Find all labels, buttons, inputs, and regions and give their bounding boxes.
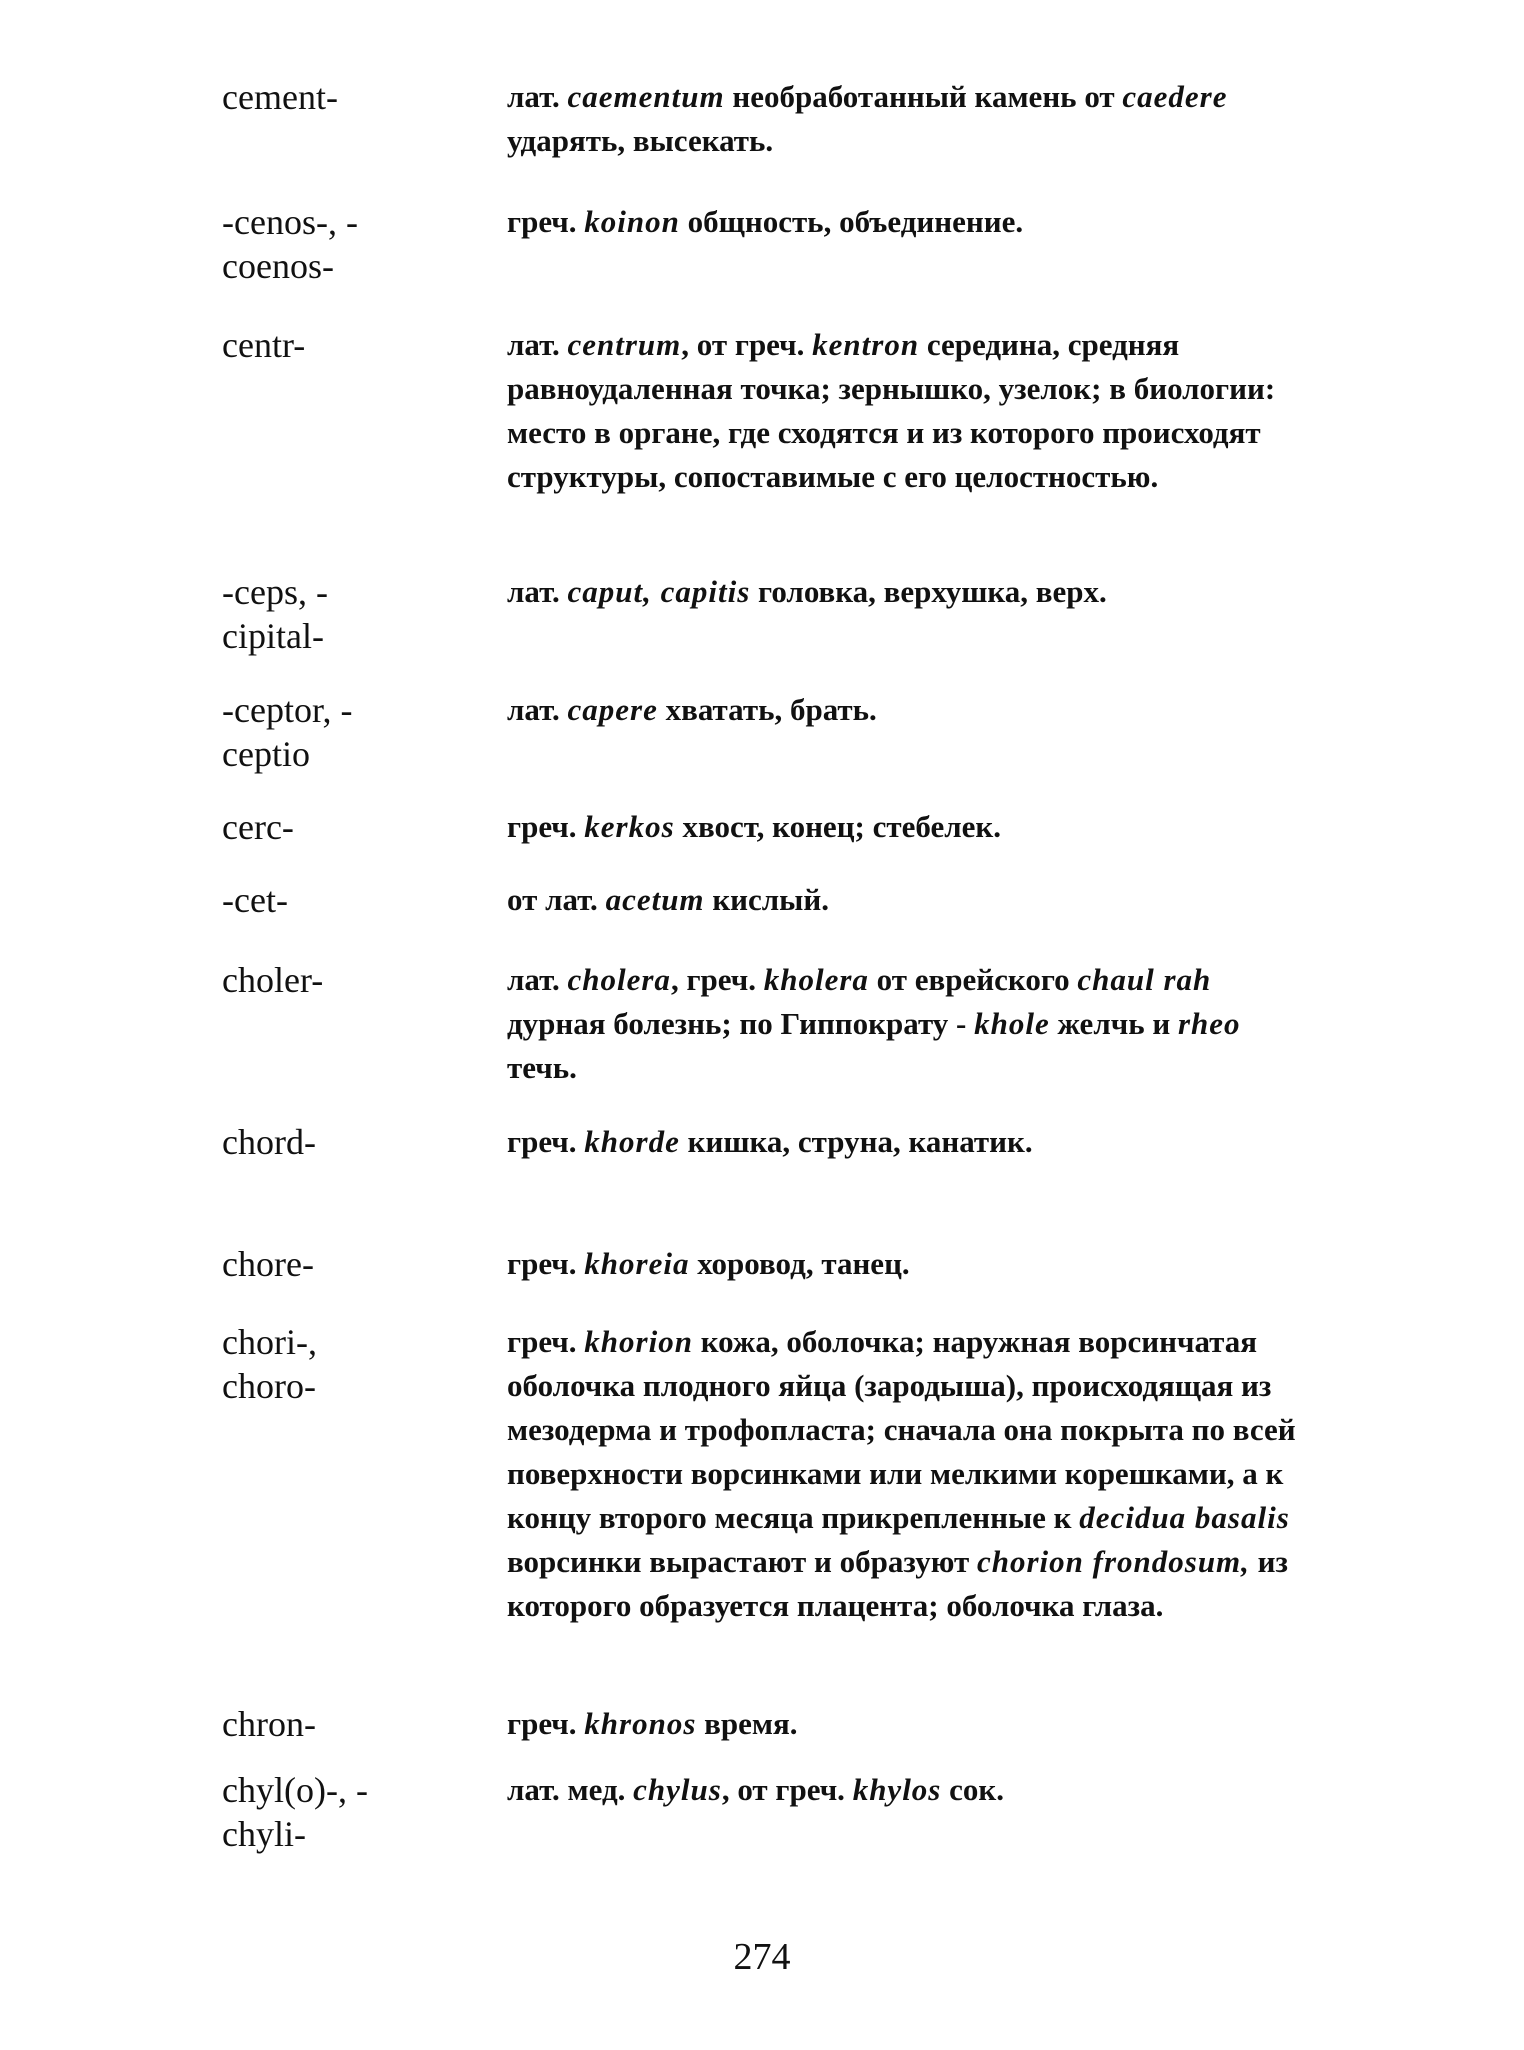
definition-text: греч. [507, 809, 585, 844]
definition-text: греч. [507, 1246, 585, 1281]
term-line: chron- [222, 1704, 316, 1744]
entry-term [222, 323, 472, 367]
definition-text: желчь и [1049, 1006, 1178, 1041]
definition-text: лат. [507, 327, 568, 362]
definition-etymon: kerkos [584, 809, 675, 844]
definition-text: лат. [507, 574, 568, 609]
term-line: choler- [222, 960, 324, 1000]
definition-text: хоровод, танец. [689, 1246, 910, 1281]
term-line: -ceps, - [222, 572, 328, 612]
definition-text: лат. [507, 692, 568, 727]
definition-etymon: kholera [763, 962, 869, 997]
entry-definition [507, 1120, 1307, 1164]
definition-text: головка, верхушка, верх. [750, 574, 1107, 609]
entry-definition [507, 1702, 1307, 1746]
term-line: -ceptor, - [222, 690, 353, 730]
definition-text: сок. [941, 1772, 1004, 1807]
definition-text: лат. [507, 962, 568, 997]
term-line: coenos- [222, 246, 334, 286]
definition-text: общность, объединение. [679, 204, 1024, 239]
definition-text: лат. мед. [507, 1772, 634, 1807]
definition-text: от лат. [507, 882, 606, 917]
definition-text: необработанный камень от [724, 79, 1123, 114]
term-line: -cenos-, - [222, 202, 358, 242]
entry-term [222, 1702, 472, 1746]
term-line: centr- [222, 325, 306, 365]
definition-text: кислый. [704, 882, 830, 917]
definition-text: лат. [507, 79, 568, 114]
entry-term [222, 1320, 472, 1408]
term-line: ceptio [222, 734, 310, 774]
entry-term [222, 878, 472, 922]
definition-text: греч. [507, 204, 585, 239]
term-line: chore- [222, 1244, 314, 1284]
entry-term [222, 75, 472, 119]
definition-text: время. [696, 1706, 798, 1741]
definition-etymon: cholera [567, 962, 671, 997]
definition-text: кожа, оболочка; наружная ворсинчатая оболочка плодного яйца (зародыша), происходящая из мезодерма и трофопласта; сначала она покрыта по всей поверхности ворсинками или мелкими корешками, а к концу второго месяца прикрепленные к [507, 1324, 1296, 1535]
definition-etymon: caementum [567, 79, 725, 114]
definition-text: греч. [507, 1706, 585, 1741]
entry-definition [507, 1320, 1307, 1628]
definition-etymon: khylos [852, 1772, 942, 1807]
definition-text: , от греч. [681, 327, 813, 362]
entry-definition [507, 570, 1307, 614]
entry-definition [507, 1242, 1307, 1286]
definition-etymon: centrum [567, 327, 682, 362]
definition-text: середина, средняя равноудаленная точка; зернышко, узелок; в биологии: место в органе, где сходятся и из которого происходят структуры, сопоставимые с его целостностью. [507, 327, 1276, 494]
term-line: chord- [222, 1122, 316, 1162]
entry-definition [507, 688, 1307, 732]
entry-definition [507, 200, 1307, 244]
definition-text: ударять, высекать. [507, 123, 774, 158]
definition-etymon: caedere [1122, 79, 1228, 114]
definition-text: от еврейского [868, 962, 1078, 997]
entry-definition [507, 75, 1307, 163]
definition-etymon: decidua basalis [1079, 1500, 1290, 1535]
term-line: cement- [222, 77, 338, 117]
definition-etymon: khole [974, 1006, 1050, 1041]
definition-etymon: khorion [584, 1324, 693, 1359]
entry-term [222, 1120, 472, 1164]
term-line: chyl(o)-, - [222, 1770, 368, 1810]
definition-etymon: chorion frondosum, [976, 1544, 1250, 1579]
definition-text: греч. [507, 1324, 585, 1359]
entry-definition [507, 878, 1307, 922]
definition-etymon: kentron [812, 327, 920, 362]
definition-etymon: chaul rah [1077, 962, 1212, 997]
definition-etymon: koinon [584, 204, 680, 239]
term-line: cipital- [222, 616, 324, 656]
entry-term [222, 958, 472, 1002]
entry-definition [507, 323, 1307, 499]
definition-text: , от греч. [721, 1772, 853, 1807]
definition-text: течь. [507, 1050, 577, 1085]
entry-definition [507, 958, 1307, 1090]
definition-etymon: caput, capitis [567, 574, 751, 609]
entry-term [222, 570, 472, 658]
entry-term [222, 200, 472, 288]
term-line: -cet- [222, 880, 288, 920]
page-number: 274 [733, 1936, 791, 1978]
entry-definition [507, 1768, 1307, 1812]
definition-etymon: khoreia [584, 1246, 690, 1281]
definition-etymon: khorde [584, 1124, 680, 1159]
definition-text: дурная болезнь; по Гиппократу - [507, 1006, 975, 1041]
entry-term [222, 1242, 472, 1286]
definition-etymon: acetum [605, 882, 705, 917]
definition-text: хватать, брать. [657, 692, 877, 727]
definition-etymon: rheo [1177, 1006, 1241, 1041]
definition-text: из которого образуется плацента; оболочка глаза. [507, 1544, 1288, 1623]
definition-text: кишка, струна, канатик. [679, 1124, 1033, 1159]
definition-text: ворсинки вырастают и образуют [507, 1544, 977, 1579]
entry-definition [507, 805, 1307, 849]
entry-term [222, 805, 472, 849]
entry-term [222, 1768, 472, 1856]
definition-etymon: chylus [633, 1772, 722, 1807]
term-line: chori-, [222, 1322, 317, 1362]
definition-text: греч. [507, 1124, 585, 1159]
term-line: chyli- [222, 1814, 306, 1854]
definition-etymon: khronos [584, 1706, 697, 1741]
definition-etymon: capere [567, 692, 658, 727]
term-line: cerc- [222, 807, 294, 847]
term-line: choro- [222, 1366, 316, 1406]
entry-term [222, 688, 472, 776]
definition-text: , греч. [670, 962, 764, 997]
definition-text: хвост, конец; стебелек. [674, 809, 1001, 844]
